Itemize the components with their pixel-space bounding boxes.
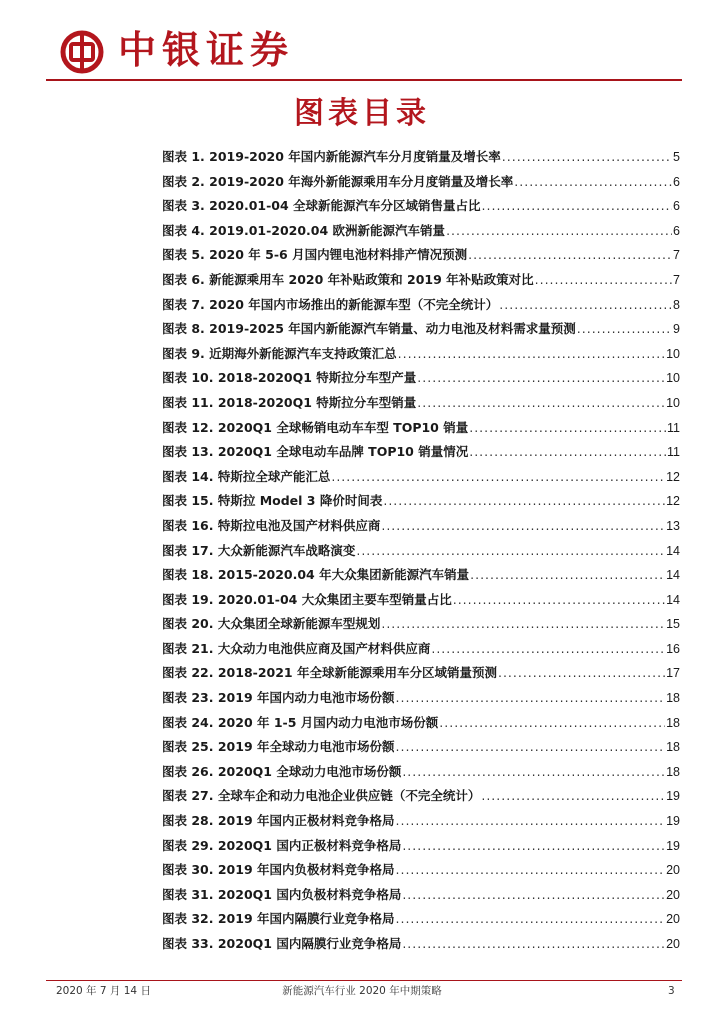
toc-entry-label: 图表 19. 2020.01-04 大众集团主要车型销量占比 bbox=[162, 591, 452, 607]
toc-entry-label: 图表 11. 2018-2020Q1 特斯拉分车型销量 bbox=[162, 394, 417, 410]
toc-entry-page: 20 bbox=[666, 863, 680, 878]
toc-leader-dots bbox=[396, 858, 666, 883]
toc-entry-label: 图表 22. 2018-2021 年全球新能源乘用车分区域销量预测 bbox=[162, 665, 497, 681]
page-title: 图表目录 bbox=[294, 96, 430, 131]
toc-entry-page: 11 bbox=[667, 445, 680, 460]
toc-leader-dots bbox=[469, 440, 666, 465]
toc-entry-page: 12 bbox=[666, 494, 680, 509]
toc-entry-page: 20 bbox=[666, 887, 680, 902]
toc-entry-page: 14 bbox=[666, 592, 680, 607]
toc-entry[interactable] bbox=[162, 194, 680, 219]
toc-entry-page: 11 bbox=[667, 420, 680, 435]
toc-leader-dots bbox=[468, 243, 672, 268]
toc-leader-dots bbox=[381, 612, 665, 637]
toc-entry-page: 10 bbox=[666, 395, 680, 410]
toc-leader-dots bbox=[383, 489, 665, 514]
toc-entry-page: 5 bbox=[673, 150, 680, 164]
toc-entry-label: 图表 30. 2019 年国内负极材料竞争格局 bbox=[162, 862, 395, 878]
toc-entry-page: 20 bbox=[666, 912, 680, 927]
toc-entry[interactable] bbox=[162, 588, 680, 613]
footer-page-number: 3 bbox=[668, 985, 675, 997]
toc-entry[interactable] bbox=[162, 489, 680, 514]
toc-entry-label: 图表 26. 2020Q1 全球动力电池市场份额 bbox=[162, 763, 402, 779]
toc-entry[interactable] bbox=[162, 416, 680, 441]
toc-entry-label: 图表 14. 特斯拉全球产能汇总 bbox=[162, 468, 331, 484]
toc-leader-dots bbox=[498, 661, 665, 686]
toc-entry[interactable] bbox=[162, 834, 680, 859]
toc-entry[interactable] bbox=[162, 809, 680, 834]
toc-leader-dots bbox=[453, 588, 665, 613]
toc-entry[interactable] bbox=[162, 637, 680, 662]
toc-entry[interactable] bbox=[162, 391, 680, 416]
toc-entry[interactable] bbox=[162, 268, 680, 293]
table-of-figures bbox=[162, 145, 680, 957]
toc-entry[interactable] bbox=[162, 883, 680, 908]
toc-entry[interactable] bbox=[162, 293, 680, 318]
toc-leader-dots bbox=[514, 170, 672, 195]
brand-name: 中银证券 bbox=[118, 28, 295, 72]
toc-entry-page: 10 bbox=[666, 346, 680, 361]
toc-entry[interactable] bbox=[162, 711, 680, 736]
toc-leader-dots bbox=[398, 342, 665, 367]
footer-report-title: 新能源汽车行业 2020 年中期策略 bbox=[282, 985, 442, 997]
toc-entry-label: 图表 29. 2020Q1 国内正极材料竞争格局 bbox=[162, 837, 402, 853]
toc-entry[interactable] bbox=[162, 612, 680, 637]
toc-leader-dots bbox=[577, 317, 672, 342]
toc-entry-label: 图表 32. 2019 年国内隔膜行业竞争格局 bbox=[162, 911, 395, 927]
toc-entry-page: 17 bbox=[666, 666, 680, 681]
toc-entry-label: 图表 33. 2020Q1 国内隔膜行业竞争格局 bbox=[162, 936, 402, 951]
toc-entry-label: 图表 24. 2020 年 1-5 月国内动力电池市场份额 bbox=[162, 714, 439, 730]
toc-entry[interactable] bbox=[162, 514, 680, 539]
toc-entry-label: 图表 18. 2015-2020.04 年大众集团新能源汽车销量 bbox=[162, 567, 470, 583]
toc-entry-label: 图表 20. 大众集团全球新能源车型规划 bbox=[162, 616, 381, 632]
toc-entry[interactable] bbox=[162, 907, 680, 932]
toc-leader-dots bbox=[381, 514, 665, 539]
toc-entry-page: 19 bbox=[666, 814, 680, 829]
toc-entry-label: 图表 17. 大众新能源汽车战略演变 bbox=[162, 542, 356, 558]
toc-entry[interactable] bbox=[162, 342, 680, 367]
toc-leader-dots bbox=[417, 391, 665, 416]
toc-entry-page: 20 bbox=[666, 937, 680, 951]
toc-entry-label: 图表 27. 全球车企和动力电池企业供应链（不完全统计） bbox=[162, 788, 481, 804]
toc-leader-dots bbox=[439, 711, 665, 736]
toc-entry-label: 图表 28. 2019 年国内正极材料竞争格局 bbox=[162, 813, 395, 829]
toc-entry[interactable] bbox=[162, 784, 680, 809]
toc-entry-label: 图表 2. 2019-2020 年海外新能源乘用车分月度销量及增长率 bbox=[162, 173, 514, 189]
toc-entry[interactable] bbox=[162, 465, 680, 490]
toc-entry-page: 18 bbox=[666, 740, 680, 755]
toc-entry-page: 19 bbox=[666, 789, 680, 804]
toc-entry[interactable] bbox=[162, 145, 680, 170]
toc-entry-page: 15 bbox=[666, 617, 680, 632]
toc-entry[interactable] bbox=[162, 932, 680, 957]
toc-entry-label: 图表 8. 2019-2025 年国内新能源汽车销量、动力电池及材料需求量预测 bbox=[162, 321, 576, 337]
toc-leader-dots bbox=[402, 760, 665, 785]
toc-entry[interactable] bbox=[162, 858, 680, 883]
toc-entry-page: 14 bbox=[666, 568, 680, 583]
toc-entry-page: 18 bbox=[666, 715, 680, 730]
toc-entry-label: 图表 15. 特斯拉 Model 3 降价时间表 bbox=[162, 493, 383, 509]
toc-entry-page: 12 bbox=[666, 469, 680, 484]
toc-leader-dots bbox=[331, 465, 665, 490]
toc-entry[interactable] bbox=[162, 735, 680, 760]
toc-leader-dots bbox=[402, 834, 665, 859]
toc-leader-dots bbox=[482, 194, 673, 219]
bank-of-china-logo-icon bbox=[60, 30, 104, 74]
toc-entry-label: 图表 25. 2019 年全球动力电池市场份额 bbox=[162, 739, 395, 755]
toc-leader-dots bbox=[470, 563, 665, 588]
toc-entry-label: 图表 31. 2020Q1 国内负极材料竞争格局 bbox=[162, 886, 402, 902]
toc-leader-dots bbox=[396, 686, 666, 711]
toc-leader-dots bbox=[402, 883, 665, 908]
toc-entry[interactable] bbox=[162, 563, 680, 588]
toc-entry-label: 图表 6. 新能源乘用车 2020 年补贴政策和 2019 年补贴政策对比 bbox=[162, 271, 534, 287]
toc-entry-page: 14 bbox=[666, 543, 680, 558]
toc-entry-page: 13 bbox=[666, 518, 680, 533]
toc-entry-page: 18 bbox=[666, 764, 680, 779]
toc-leader-dots bbox=[402, 932, 665, 957]
toc-entry-label: 图表 23. 2019 年国内动力电池市场份额 bbox=[162, 690, 395, 706]
footer-date: 2020 年 7 月 14 日 bbox=[56, 985, 151, 997]
toc-entry[interactable] bbox=[162, 366, 680, 391]
toc-entry-label: 图表 3. 2020.01-04 全球新能源汽车分区域销售量占比 bbox=[162, 198, 481, 214]
toc-entry-label: 图表 5. 2020 年 5-6 月国内锂电池材料排产情况预测 bbox=[162, 247, 468, 263]
toc-entry-page: 7 bbox=[673, 272, 680, 287]
toc-entry-page: 16 bbox=[666, 641, 680, 656]
toc-leader-dots bbox=[499, 293, 672, 318]
toc-leader-dots bbox=[535, 268, 672, 293]
toc-entry[interactable] bbox=[162, 539, 680, 564]
toc-entry[interactable] bbox=[162, 170, 680, 195]
toc-leader-dots bbox=[481, 784, 665, 809]
toc-entry[interactable] bbox=[162, 243, 680, 268]
toc-leader-dots bbox=[431, 637, 665, 662]
toc-entry-label: 图表 16. 特斯拉电池及国产材料供应商 bbox=[162, 517, 381, 533]
page-header bbox=[0, 0, 724, 80]
toc-leader-dots bbox=[356, 539, 665, 564]
header-divider bbox=[46, 79, 682, 81]
toc-entry[interactable] bbox=[162, 686, 680, 711]
toc-entry-page: 7 bbox=[673, 248, 680, 263]
footer-divider bbox=[46, 980, 682, 981]
toc-entry-label: 图表 10. 2018-2020Q1 特斯拉分车型产量 bbox=[162, 370, 417, 386]
toc-entry[interactable] bbox=[162, 440, 680, 465]
toc-entry[interactable] bbox=[162, 760, 680, 785]
toc-leader-dots bbox=[502, 145, 672, 170]
toc-entry-page: 8 bbox=[673, 297, 680, 312]
toc-entry[interactable] bbox=[162, 317, 680, 342]
toc-entry[interactable] bbox=[162, 219, 680, 244]
toc-entry-page: 6 bbox=[673, 223, 680, 238]
toc-leader-dots bbox=[396, 907, 666, 932]
toc-entry-label: 图表 13. 2020Q1 全球电动车品牌 TOP10 销量情况 bbox=[162, 444, 469, 460]
toc-leader-dots bbox=[469, 416, 666, 441]
toc-entry-label: 图表 12. 2020Q1 全球畅销电动车车型 TOP10 销量 bbox=[162, 419, 469, 435]
toc-entry-label: 图表 21. 大众动力电池供应商及国产材料供应商 bbox=[162, 640, 431, 656]
toc-leader-dots bbox=[446, 219, 672, 244]
toc-entry-label: 图表 1. 2019-2020 年国内新能源汽车分月度销量及增长率 bbox=[162, 149, 501, 164]
toc-leader-dots bbox=[396, 735, 666, 760]
toc-entry-page: 6 bbox=[673, 174, 680, 189]
toc-leader-dots bbox=[396, 809, 666, 834]
toc-entry-label: 图表 7. 2020 年国内市场推出的新能源车型（不完全统计） bbox=[162, 296, 499, 312]
toc-entry-page: 10 bbox=[666, 371, 680, 386]
toc-entry-page: 6 bbox=[673, 199, 680, 214]
toc-entry-page: 18 bbox=[666, 691, 680, 706]
toc-entry-label: 图表 4. 2019.01-2020.04 欧洲新能源汽车销量 bbox=[162, 222, 446, 238]
toc-entry-page: 9 bbox=[673, 322, 680, 337]
toc-entry[interactable] bbox=[162, 661, 680, 686]
toc-leader-dots bbox=[417, 366, 665, 391]
toc-entry-label: 图表 9. 近期海外新能源汽车支持政策汇总 bbox=[162, 345, 397, 361]
toc-entry-page: 19 bbox=[666, 838, 680, 853]
